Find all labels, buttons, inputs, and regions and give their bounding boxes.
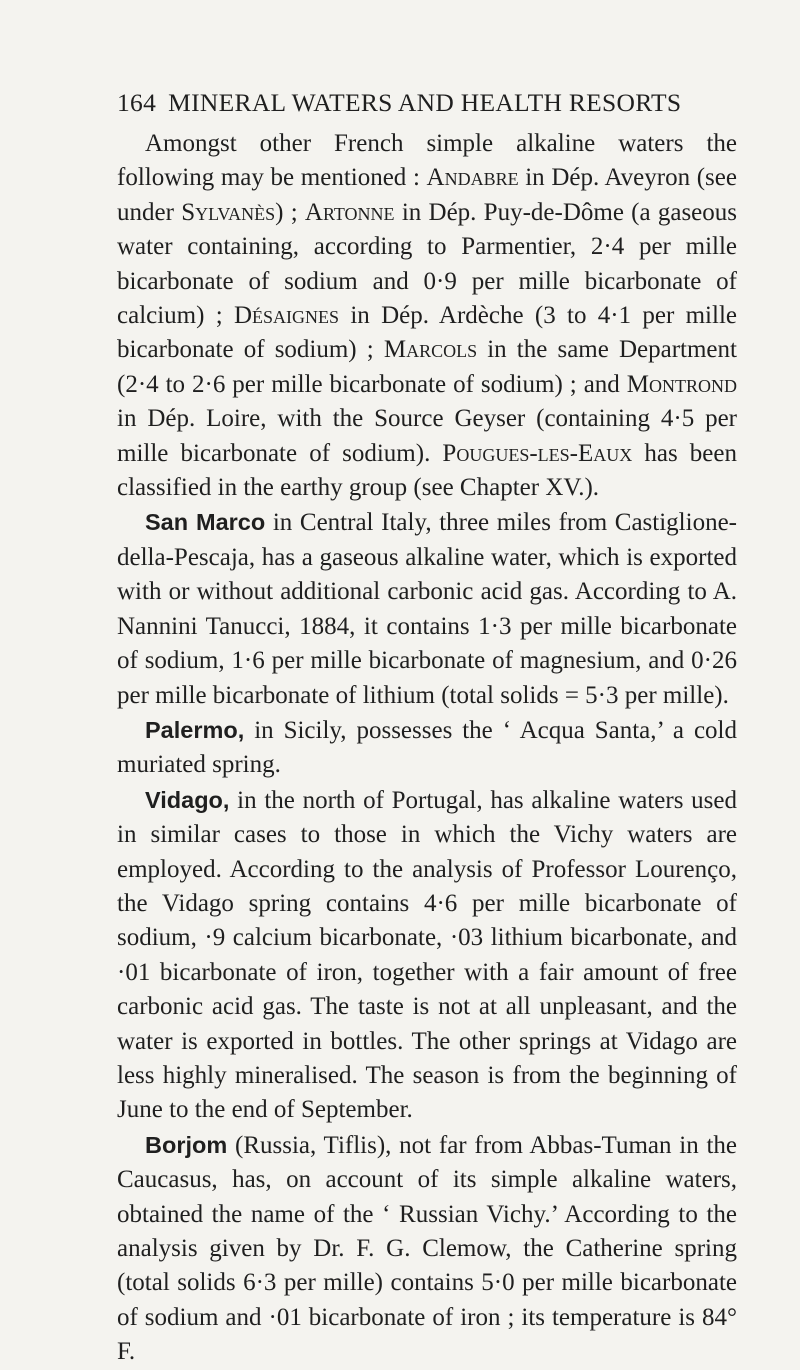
place-heading-borjom: Borjom — [145, 1131, 228, 1158]
text-run: has been classified in the earthy group (see Chapter XV.). — [117, 439, 737, 502]
text-run: in Dép. Ardèche (3 to 4·1 per mille bicarbonate of sodium) ; — [117, 302, 737, 364]
place-name-montrond: Montrond — [626, 370, 737, 398]
place-heading-san-marco: San Marco — [145, 509, 266, 536]
place-name-artonne: Artonne — [304, 198, 395, 226]
text-run: (Russia, Tiflis), not far from Abbas-Tuman in the Caucasus, has, on account of its simple alkaline waters, obtained the name of the ‘ Russian Vichy.’ According to the analysis given by Dr. F. G. Clemow, the Catherine spring (total solids 6·3 per mille) contains 5·0 per mille bicarbonate of sodium and ·01 bicarbonate of iron ; its temperature is 84° F. — [117, 1131, 737, 1366]
running-header — [117, 88, 737, 118]
text-run: in Sicily, possesses the ‘ Acqua Santa,’ a cold muriated spring. — [117, 716, 737, 779]
place-name-marcols: Marcols — [383, 336, 478, 364]
text-run: in the same Department (2·4 to 2·6 per mille bicarbonate of sodium) ; and — [117, 336, 737, 398]
text-run: in Dép. Puy-de-Dôme (a gaseous water containing, according to Parmentier, 2·4 per mille bicarbonate of sodium and 0·9 per mille bicarbonate of calcium) ; — [117, 198, 737, 330]
body-text — [117, 127, 737, 1370]
text-run: Amongst other French simple alkaline waters the following may be mentioned : — [117, 130, 737, 192]
text-run: in Dép. Loire, with the Source Geyser (containing 4·5 per mille bicarbonate of sodium). — [117, 405, 737, 467]
place-heading-palermo: Palermo, — [145, 716, 245, 743]
paragraph-san-marco — [117, 505, 737, 712]
place-name-andabre: Andabre — [426, 164, 519, 192]
text-run: in the north of Portugal, has alkaline waters used in similar cases to those in which the Vichy waters are employed. According to the analysis of Professor Lourenço, the Vidago spring contains 4·6 per mille bicarbonate of sodium, ·9 calcium bicarbonate, ·03 lithium bicarbonate, and ·01 bicarbonate of iron, together with a fair amount of free carbonic acid gas. The taste is not at all unpleasant, and the water is exported in bottles. The other springs at Vidago are less highly mineralised. The season is from the beginning of June to the end of September. — [117, 786, 737, 1124]
page-number: 164 — [117, 88, 157, 117]
text-run: ) ; — [275, 198, 305, 226]
place-name-sylvanes: Sylvanès — [181, 198, 276, 226]
paragraph-borjom — [117, 1128, 737, 1370]
text-run: in Dép. Aveyron (see under — [117, 164, 737, 226]
running-title: MINERAL WATERS AND HEALTH RESORTS — [168, 88, 682, 117]
place-heading-vidago: Vidago, — [145, 786, 230, 813]
text-run: in Central Italy, three miles from Castiglione-della-Pescaja, has a gaseous alkaline water, which is exported with or without additional carbonic acid gas. According to A. Nannini Tanucci, 1884, it contains 1·3 per mille bicarbonate of sodium, 1·6 per mille bicarbonate of magnesium, and 0·26 per mille bicarbonate of lithium (total solids = 5·3 per mille). — [117, 509, 737, 709]
paragraph-french-waters — [117, 127, 737, 505]
paragraph-vidago — [117, 783, 737, 1128]
place-name-desaignes: Désaignes — [234, 302, 340, 330]
place-name-pougues: Pougues-les-Eaux — [442, 439, 633, 467]
paragraph-palermo — [117, 713, 737, 783]
